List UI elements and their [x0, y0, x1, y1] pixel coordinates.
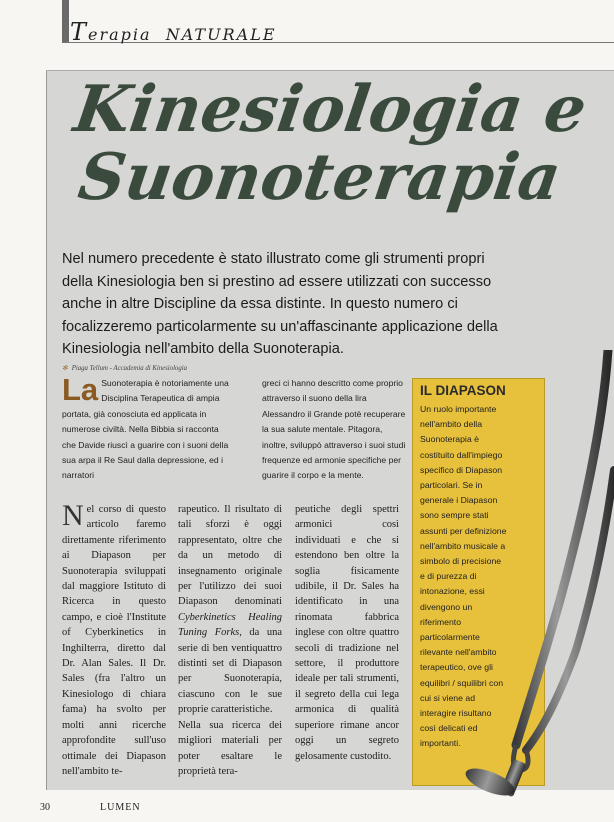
panel-top-border: [46, 70, 614, 71]
article-title: [60, 72, 591, 215]
sidebar-text: Un ruolo importante nell'ambito della Suonoterapia è costituito dall'impiego specifico di Diapason particolari. Se in generale i Diapason sono sempre stati assunti per definizione nell'ambito musicale a simbolo di precisione e di purezza di intonazione, essi divengono un riferimento particolarmente rilevante nell'ambito terapeutico, ove gli equilibri / squilibri con cui si viene ad interagire risultano così delicati ed importanti.: [420, 404, 507, 749]
page-number: 30: [40, 802, 50, 813]
body-column-3: peutiche degli spettri armonici così individuati e che si estendono ben oltre la soglia fisicamente udibile, il Dr. Sales ha identificato in una rinomata fabbrica inglese con oltre quattro secoli di tradizione nel settore, il produttore ideale per tali strumenti, il segreto della cui lega armonica di qualità superiore rimane ancor oggi un segreto gelosamente custodito.: [295, 504, 399, 762]
header-tab: [62, 0, 69, 42]
byline-star-icon: ✻: [62, 365, 68, 372]
body-column-1: [62, 499, 166, 779]
byline-text: Piaga Tellum - Accademia di Kinesiologia: [71, 365, 188, 372]
product-name: Cyberkinetics Healing Tuning Forks: [178, 611, 282, 639]
byline: [62, 364, 187, 372]
sidebar-title: IL DIAPASON: [420, 383, 506, 398]
section-name: erapia: [88, 25, 152, 44]
body-column-2: [178, 502, 282, 779]
body-text-2a: rapeutico. Il risultato di tali sforzi è oggi rappresentato, oltre che da un metodo di insegnamento originale per l'utilizzo dei suoi Diapason denominati: [178, 504, 282, 608]
section-subname: NATURALE: [165, 25, 277, 44]
panel-left-border: [46, 70, 47, 790]
title-line-1: Kinesiologia e: [69, 72, 591, 147]
lede-dropcap: La: [62, 372, 99, 407]
lede-text-1: Suonoterapia è notoriamente una Disciplina Terapeutica di ampia portata, già conosciuta ed applicata in numerose civiltà. Nella Bibbia si racconta che Davide riuscì a guarire con i suoni della sua arpa il Re Saul dalla depressione, ed i narratori: [62, 378, 229, 481]
tuning-fork-icon: [450, 350, 614, 810]
body-dropcap: N: [62, 499, 84, 532]
lede-column-1: [62, 372, 234, 484]
title-line-2: Suonoterapia: [74, 140, 566, 215]
article-intro: Nel numero precedente è stato illustrato come gli strumenti propri della Kinesiologia ben si prestino ad essere utilizzati con successo anche in altre Discipline da essa distinte. In questo numero ci focalizzeremo particolarmente su un'affascinante applicazione della Kinesiologia nell'ambito della Suonoterapia.: [62, 251, 498, 357]
section-header: [70, 18, 277, 46]
body-text-2c: Nella sua ricerca dei migliori materiali per poter esaltare le proprietà tera-: [178, 719, 282, 777]
lede-column-2: greci ci hanno descritto come proprio attraverso il suono della lira Alessandro il Grande potè recuperare la sua salute mentale. Pitagora, inoltre, sviluppò attraverso i suoi studi frequenze ed armonie specifiche per guarire il corpo e la mente.: [262, 378, 406, 481]
body-text-2b: , da una serie di ben ventiquattro distinti set di Diapason per Suonoterapia, ciascuno con le sue proprie caratteristiche.: [178, 627, 282, 716]
publication-name: LUMEN: [100, 802, 141, 813]
body-text-1: el corso di questo articolo faremo direttamente riferimento ai Diapason per Suonoterapia sviluppati dal maggiore Istituto di Ricerca in questo campo, e cioè l'Institute of Cyberkinetics in Inghilterra, diretto dal Dr. Alan Sales. Il Dr. Sales (fra l'altro un Kinesiologo di chiara fama) ha svolto per molti anni ricerche approfondite sull'uso ottimale dei Diapason nell'ambito te-: [62, 504, 166, 777]
section-initial: T: [70, 18, 89, 46]
